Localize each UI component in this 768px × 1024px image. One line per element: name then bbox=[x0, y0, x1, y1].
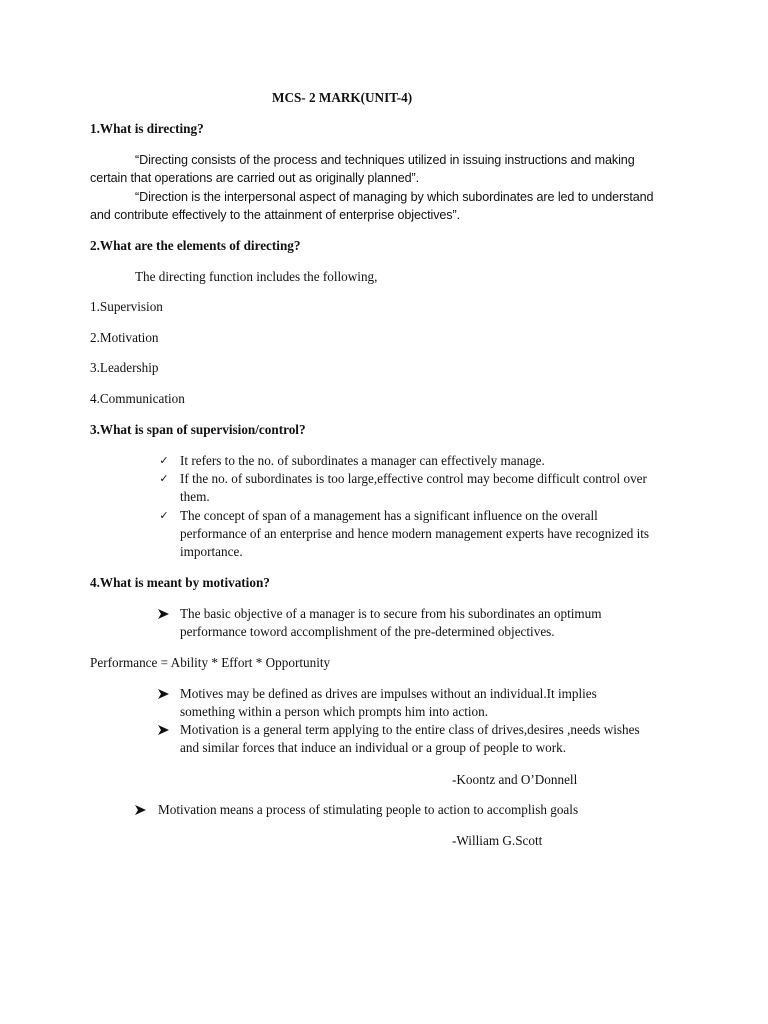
q3-bullet-3-line-1: The concept of span of a management has a significant influence on the overall bbox=[180, 508, 598, 523]
performance-formula: Performance = Ability * Effort * Opportunity bbox=[90, 655, 331, 670]
q3-bullet-3-line-2: performance of an enterprise and hence modern management experts have recognized its bbox=[180, 526, 650, 541]
q4-bullet-3-line-2: and similar forces that induce an individual or a group of people to work. bbox=[180, 740, 566, 755]
q2-item-supervision: 1.Supervision bbox=[90, 299, 163, 314]
q4-bullet-4: Motivation means a process of stimulating people to action to accomplish goals bbox=[158, 802, 579, 817]
q3-bullet-3-line-3: importance. bbox=[180, 544, 243, 559]
q4-bullet-1-line-1: The basic objective of a manager is to secure from his subordinates an optimum bbox=[180, 606, 602, 621]
q3-bullet-1-line-1: It refers to the no. of subordinates a manager can effectively manage. bbox=[180, 453, 545, 468]
q3-bullet-2-line-2: them. bbox=[180, 489, 210, 504]
check-icon: ✓ bbox=[159, 454, 169, 467]
q1-definition-2-line-1: “Direction is the interpersonal aspect of managing by which subordinates are led to understand bbox=[135, 190, 654, 204]
arrow-bullet-icon bbox=[158, 685, 170, 703]
q1-definition-1-line-1: “Directing consists of the process and techniques utilized in issuing instructions and making bbox=[135, 153, 635, 167]
q1-heading: 1.What is directing? bbox=[90, 121, 204, 136]
q3-bullet-2-line-1: If the no. of subordinates is too large,effective control may become difficult control over bbox=[180, 471, 647, 486]
q1-definition-2-line-2: and contribute effectively to the attainment of enterprise objectives”. bbox=[90, 208, 460, 222]
q2-intro: The directing function includes the following, bbox=[135, 269, 378, 284]
arrow-bullet-icon bbox=[158, 721, 170, 739]
q4-heading: 4.What is meant by motivation? bbox=[90, 575, 270, 590]
q4-bullet-2-line-1: Motives may be defined as drives are impulses without an individual.It implies bbox=[180, 686, 597, 701]
q2-item-motivation: 2.Motivation bbox=[90, 330, 159, 345]
q2-item-communication: 4.Communication bbox=[90, 391, 185, 406]
attribution-scott: -William G.Scott bbox=[452, 833, 543, 848]
document-title: MCS- 2 MARK(UNIT-4) bbox=[272, 90, 413, 105]
attribution-koontz: -Koontz and O’Donnell bbox=[452, 772, 578, 787]
arrow-bullet-icon bbox=[135, 801, 147, 819]
check-icon: ✓ bbox=[159, 472, 169, 485]
q4-bullet-1-line-2: performance toword accomplishment of the pre-determined objectives. bbox=[180, 624, 555, 639]
q1-definition-1-line-2: certain that operations are carried out as originally planned”. bbox=[90, 171, 420, 185]
q2-heading: 2.What are the elements of directing? bbox=[90, 238, 301, 253]
q4-bullet-3-line-1: Motivation is a general term applying to the entire class of drives,desires ,needs wishes bbox=[180, 722, 640, 737]
q2-item-leadership: 3.Leadership bbox=[90, 360, 159, 375]
check-icon: ✓ bbox=[159, 509, 169, 522]
q4-bullet-2-line-2: something within a person which prompts him into action. bbox=[180, 704, 489, 719]
arrow-bullet-icon bbox=[158, 605, 170, 623]
q3-heading: 3.What is span of supervision/control? bbox=[90, 422, 306, 437]
